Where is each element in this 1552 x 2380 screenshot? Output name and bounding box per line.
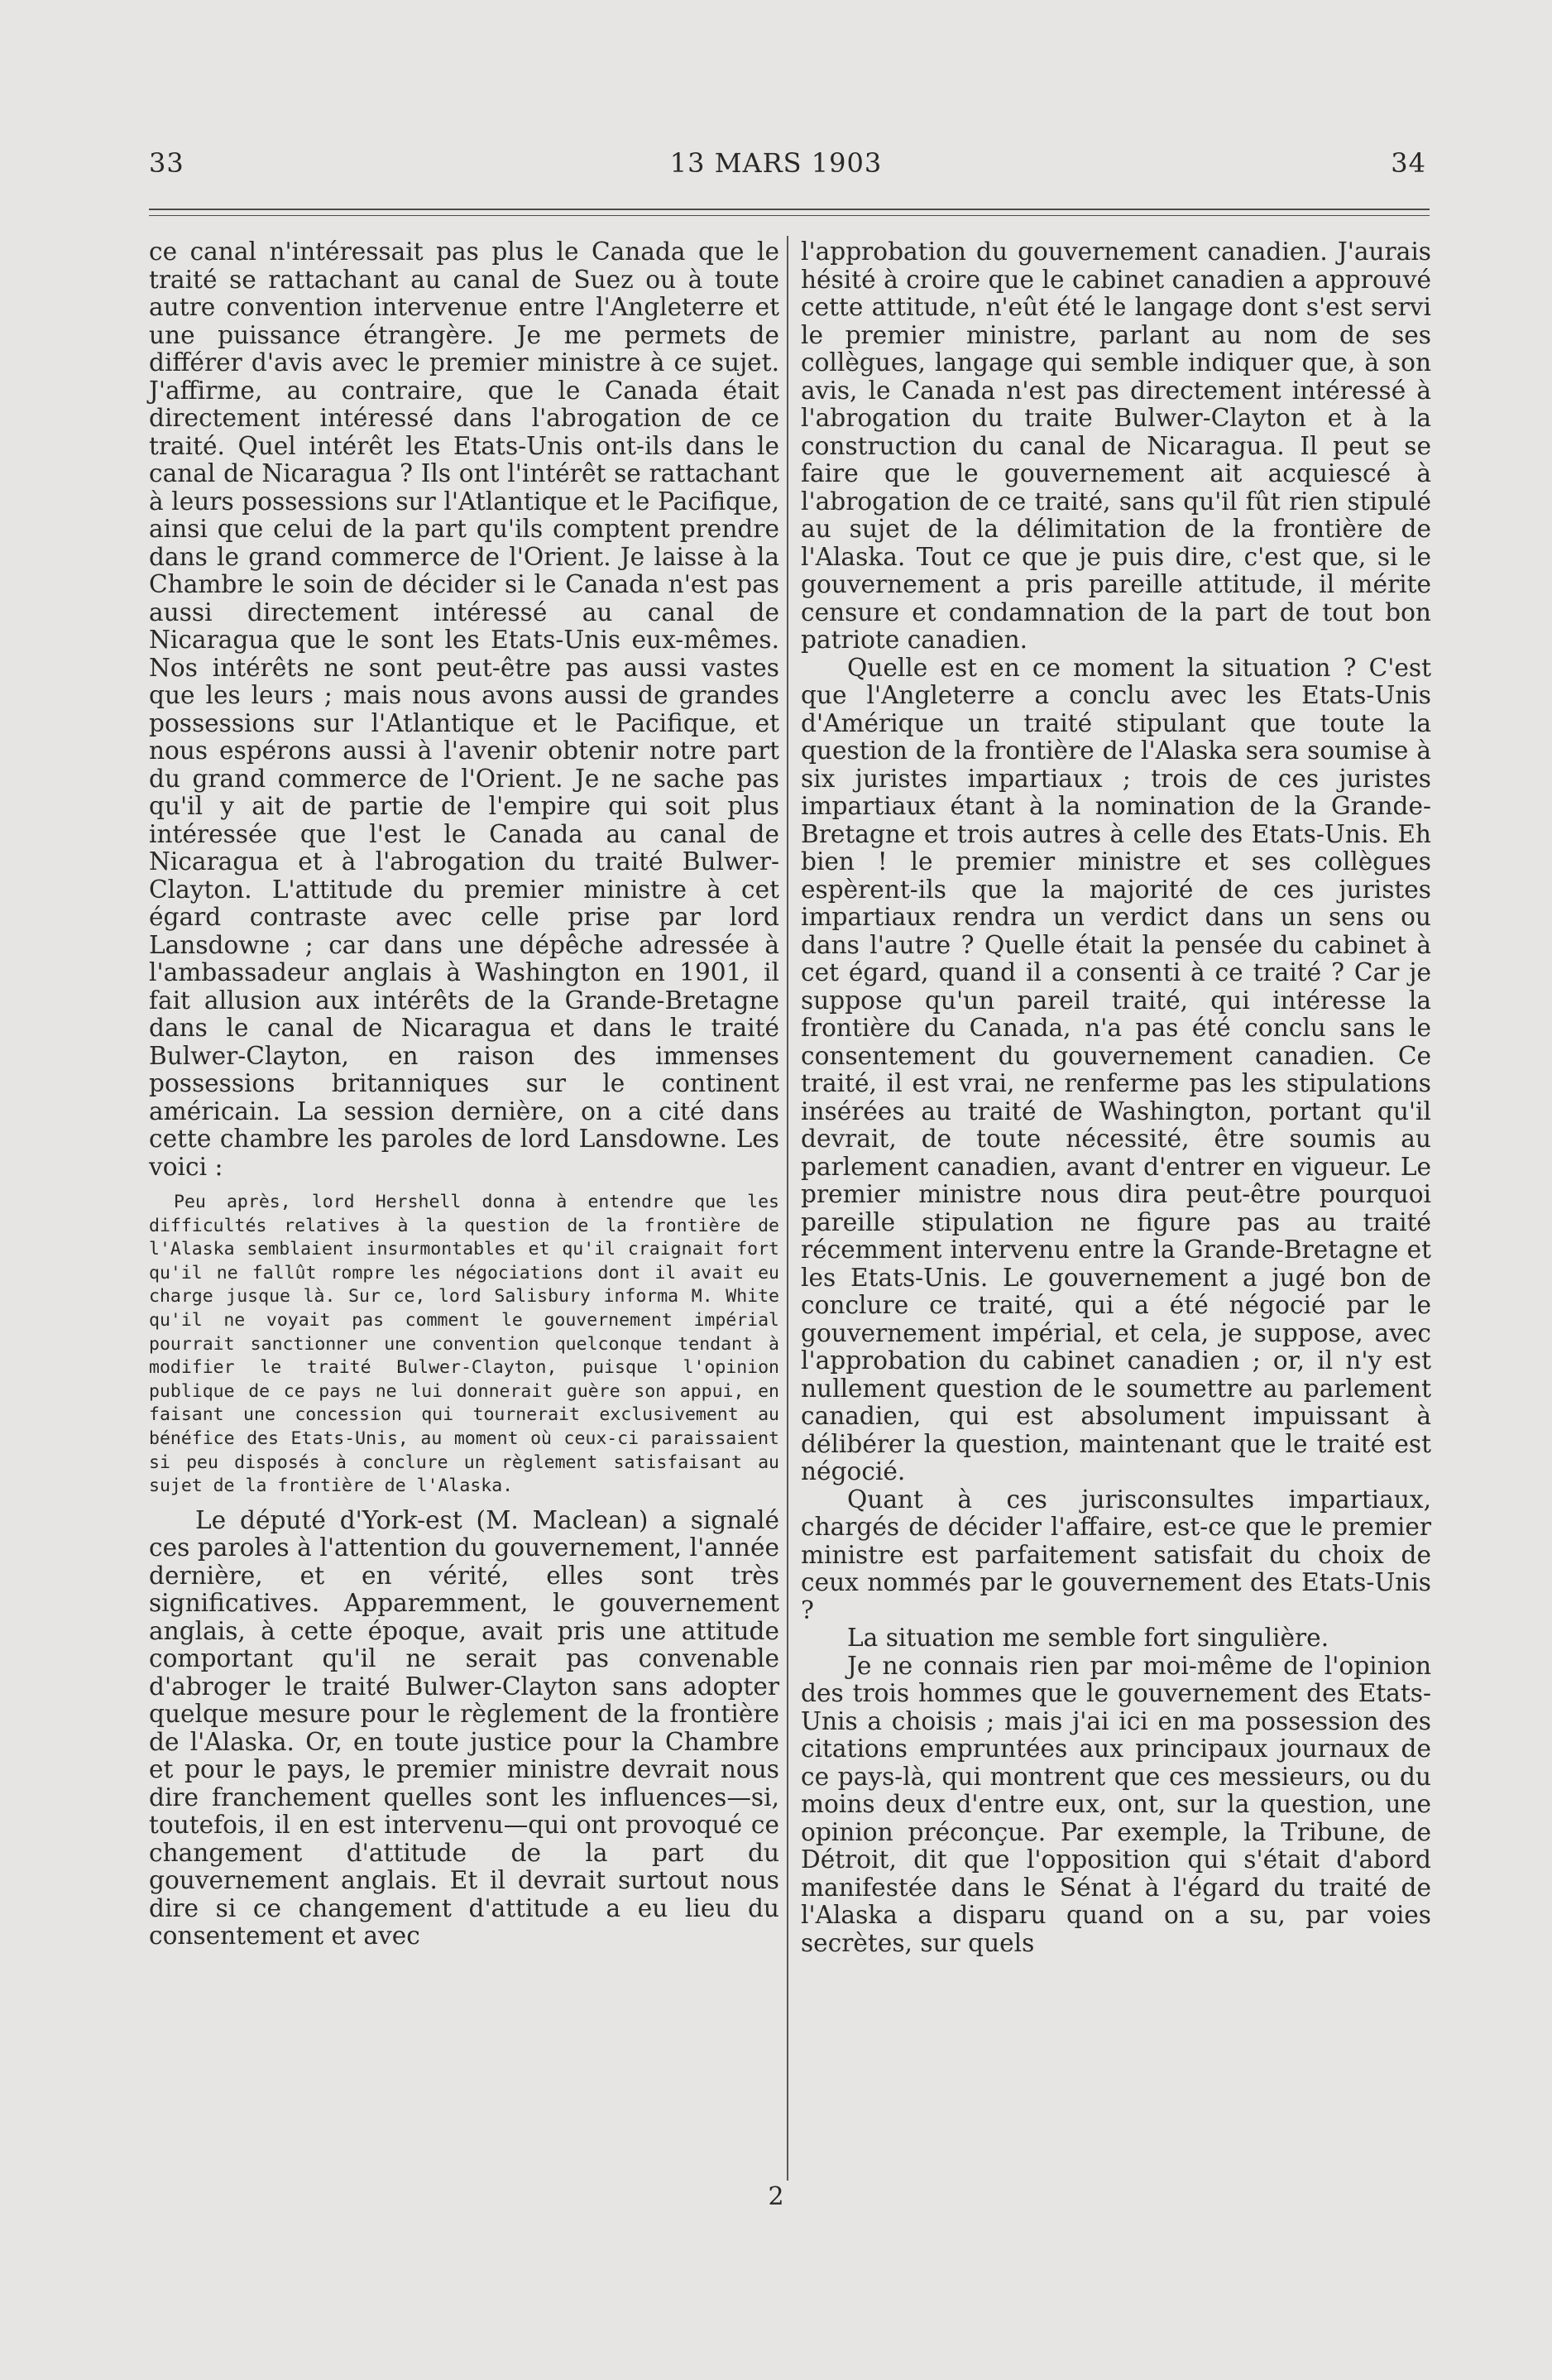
left-paragraph-1: ce canal n'intéressait pas plus le Canada que le traité se rattachant au canal de Suez ou à toute autre convention intervenue entre l'Angleterre et une puissance étrangère. Je me permets de différer d'avis avec le premier ministre à ce sujet. J'affirme, au contraire, que le Canada était directement intéressé dans l'abrogation de ce traité. Quel intérêt les Etats-Unis ont-ils dans le canal de Nicaragua ? Ils ont l'intérêt se rattachant à leurs possessions sur l'Atlantique et le Pacifique, ainsi que celui de la part qu'ils comptent prendre dans le grand commerce de l'Orient. Je laisse à la Chambre le soin de décider si le Canada n'est pas aussi directement intéressé au canal de Nicaragua que le sont les Etats-Unis eux-mêmes. Nos intérêts ne sont peut-être pas aussi vastes que les leurs ; mais nous avons aussi de grandes possessions sur l'Atlantique et le Pacifique, et nous espérons aussi à l'avenir obtenir notre part du grand commerce de l'Orient. Je ne sache pas qu'il y ait de partie de l'empire qui soit plus intéressée que l'est le Canada au canal de Nicaragua et à l'abrogation du traité Bulwer-Clayton. L'attitude du premier ministre à cet égard contraste avec celle prise par lord Lansdowne ; car dans une dépêche adressée à l'ambassadeur anglais à Washington en 1901, il fait allusion aux intérêts de la Grande-Bretagne dans le canal de Nicaragua et dans le traité Bulwer-Clayton, en raison des immenses possessions britanniques sur le continent américain. La session dernière, on a cité dans cette chambre les paroles de lord Lansdowne. Les voici : <box>149 238 779 1181</box>
right-column <box>801 238 1431 1957</box>
right-paragraph-3: Quant à ces jurisconsultes impartiaux, chargés de décider l'affaire, est-ce que le premier ministre est parfaitement satisfait du choix de ceux nommés par le gouvernement des Etats-Unis ? <box>801 1485 1431 1624</box>
page-number-left: 33 <box>149 147 184 179</box>
page-number-right: 34 <box>1391 147 1426 179</box>
quote-text: Peu après, lord Hershell donna à entendre que les difficultés relatives à la question de la frontière de l'Alaska semblaient insurmontables et qu'il craignait fort qu'il ne fallût rompre les négociations dont il avait eu charge jusque là. Sur ce, lord Salisbury informa M. White qu'il ne voyait pas comment le gouvernement impérial pourrait sanctionner une convention quelconque tendant à modifier le traité Bulwer-Clayton, puisque l'opinion publique de ce pays ne lui donnerait guère son appui, en faisant une concession qui tournerait exclusivement au bénéfice des Etats-Unis, au moment où ceux-ci paraissaient si peu disposés à conclure un règlement satisfaisant au sujet de la frontière de l'Alaska. <box>149 1192 779 1497</box>
left-paragraph-2: Le député d'York-est (M. Maclean) a signalé ces paroles à l'attention du gouvernement, l'année dernière, et en vérité, elles sont très significatives. Apparemment, le gouvernement anglais, à cette époque, avait pris une attitude comportant qu'il ne serait pas convenable d'abroger le traité Bulwer-Clayton sans adopter quelque mesure pour le règlement de la frontière de l'Alaska. Or, en toute justice pour la Chambre et pour le pays, le premier ministre devrait nous dire franchement quelles sont les influences—si, toutefois, il en est intervenu—qui ont provoqué ce changement d'attitude de la part du gouvernement anglais. Et il devrait surtout nous dire si ce changement d'attitude a eu lieu du consentement et avec <box>149 1505 779 1951</box>
right-paragraph-2: Quelle est en ce moment la situation ? C'est que l'Angleterre a conclu avec les Etats-Unis d'Amérique un traité stipulant que toute la question de la frontière de l'Alaska sera soumise à six juristes impartiaux ; trois de ces juristes impartiaux étant à la nomination de la Grande-Bretagne et trois autres à celle des Etats-Unis. Eh bien ! le premier ministre et ses collègues espèrent-ils que la majorité de ces juristes impartiaux rendra un verdict dans un sens ou dans l'autre ? Quelle était la pensée du cabinet à cet égard, quand il a consenti à ce traité ? Car je suppose qu'un pareil traité, qui intéresse la frontière du Canada, n'a pas été conclu sans le consentement du gouvernement canadien. Ce traité, il est vrai, ne renferme pas les stipulations insérées au traité de Washington, portant qu'il devrait, de toute nécessité, être soumis au parlement canadien, avant d'entrer en vigueur. Le premier ministre nous dira peut-être pourquoi pareille stipulation ne figure pas au traité récemment intervenu entre la Grande-Bretagne et les Etats-Unis. Le gouvernement a jugé bon de conclure ce traité, qui a été négocié par le gouvernement impérial, et cela, je suppose, avec l'approbation du cabinet canadien ; or, il n'y est nullement question de le soumettre au parlement canadien, qui est absolument impuissant à délibérer la question, maintenant que le traité est négocié. <box>801 653 1431 1485</box>
header-rule-bottom <box>149 215 1430 216</box>
right-paragraph-1: l'approbation du gouvernement canadien. J'aurais hésité à croire que le cabinet canadien a approuvé cette attitude, n'eût été le langage dont s'est servi le premier ministre, parlant au nom de ses collègues, langage qui semble indiquer que, à son avis, le Canada n'est pas directement intéressé à l'abrogation du traite Bulwer-Clayton et à la construction du canal de Nicaragua. Il peut se faire que le gouvernement ait acquiescé à l'abrogation de ce traité, sans qu'il fût rien stipulé au sujet de la délimitation de la frontière de l'Alaska. Tout ce que je puis dire, c'est que, si le gouvernement a pris pareille attitude, il mérite censure et condamnation de la part de tout bon patriote canadien. <box>801 238 1431 654</box>
header-rule-top <box>149 209 1430 210</box>
header-date: 13 MARS 1903 <box>669 147 883 179</box>
right-paragraph-5: Je ne connais rien par moi-même de l'opinion des trois hommes que le gouvernement des Etats-Unis a choisis ; mais j'ai ici en ma possession des citations empruntées aux principaux journaux de ce pays-là, qui montrent que ces messieurs, ou du moins deux d'entre eux, ont, sur la question, une opinion préconçue. Par exemple, la Tribune, de Détroit, dit que l'opposition qui s'était d'abord manifestée dans le Sénat à l'égard du traité de l'Alaska a disparu quand on a su, par voies secrètes, sur quels <box>801 1651 1431 1957</box>
folio-number: 2 <box>768 2182 784 2211</box>
column-divider <box>787 236 788 2181</box>
block-quote <box>149 1191 779 1499</box>
left-column <box>149 238 779 1951</box>
right-paragraph-4: La situation me semble fort singulière. <box>847 1624 1329 1652</box>
